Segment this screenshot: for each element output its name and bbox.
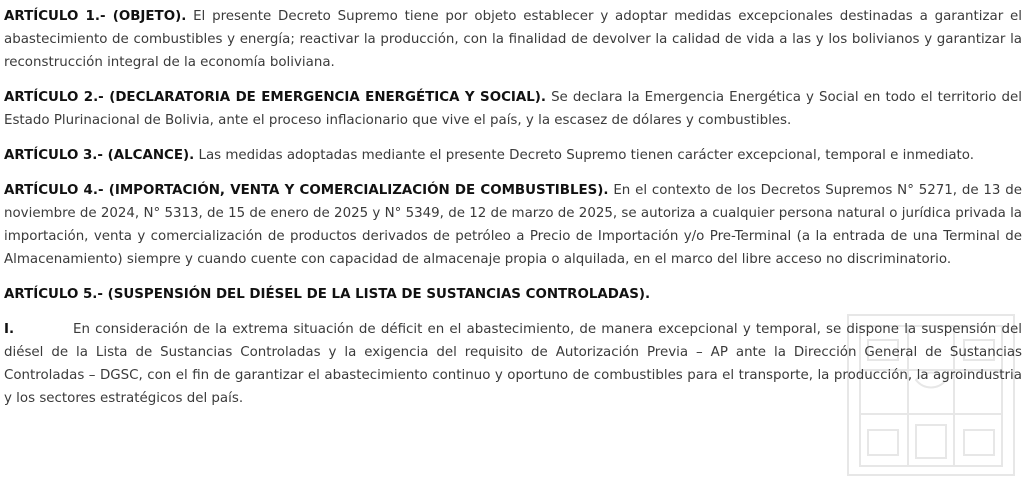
- article-1-body: El presente Decreto Supremo tiene por objeto establecer y adoptar medidas excepcionales destinadas a garantizar el abastecimiento de combustibles y energía; reactivar la producción, con la finalidad de devolver la calidad de vida a las y los bolivianos y garantizar la reconstrucción integral de la economía boliviana.: [4, 9, 1022, 70]
- article-4-body: En el contexto de los Decretos Supremos N° 5271, de 13 de noviembre de 2024, N° 5313, de 15 de enero de 2025 y N° 5349, de 12 de marzo de 2025, se autoriza a cualquier persona natural o jurídica privada la importación, venta y comercialización de productos derivados de petróleo a Precio de Importación y/o Pre-Terminal (a la entrada de una Terminal de Almacenamiento) siempre y cuando cuente con capacidad de almacenaje propia o alquilada, en el marco del libre acceso no discriminatorio.: [4, 183, 1022, 267]
- article-3: [4, 144, 1022, 167]
- article-3-body: Las medidas adoptadas mediante el presente Decreto Supremo tienen carácter excepcional, temporal e inmediato.: [198, 148, 975, 163]
- paragraph-i-body: En consideración de la extrema situación de déficit en el abastecimiento, de manera excepcional y temporal, se dispone la suspensión del diésel de la Lista de Sustancias Controladas y la exigencia del requisito de Autorización Previa – AP ante la Dirección General de Sustancias Controladas – DGSC, con el fin de garantizar el abastecimiento continuo y oportuno de combustibles para el transporte, la producción, la agroindustria y los sectores estratégicos del país.: [4, 322, 1022, 406]
- article-1: [4, 5, 1022, 74]
- article-5-paragraph-i: [4, 318, 1022, 410]
- article-4: [4, 179, 1022, 271]
- article-5: [4, 283, 1022, 306]
- article-2-body: Se declara la Emergencia Energética y Social en todo el territorio del Estado Plurinacional de Bolivia, ante el proceso inflacionario que vive el país, y la escasez de dólares y combustibles.: [4, 90, 1023, 128]
- article-3-heading: ARTÍCULO 3.- (ALCANCE).: [4, 148, 195, 163]
- article-1-heading: ARTÍCULO 1.- (OBJETO).: [4, 9, 187, 24]
- paragraph-i-numeral: I.: [4, 322, 15, 337]
- article-4-heading: ARTÍCULO 4.- (IMPORTACIÓN, VENTA Y COMERCIALIZACIÓN DE COMBUSTIBLES).: [4, 183, 609, 198]
- article-2: [4, 86, 1022, 132]
- article-5-heading: ARTÍCULO 5.- (SUSPENSIÓN DEL DIÉSEL DE LA LISTA DE SUSTANCIAS CONTROLADAS).: [4, 287, 651, 302]
- article-2-heading: ARTÍCULO 2.- (DECLARATORIA DE EMERGENCIA ENERGÉTICA Y SOCIAL).: [4, 90, 546, 105]
